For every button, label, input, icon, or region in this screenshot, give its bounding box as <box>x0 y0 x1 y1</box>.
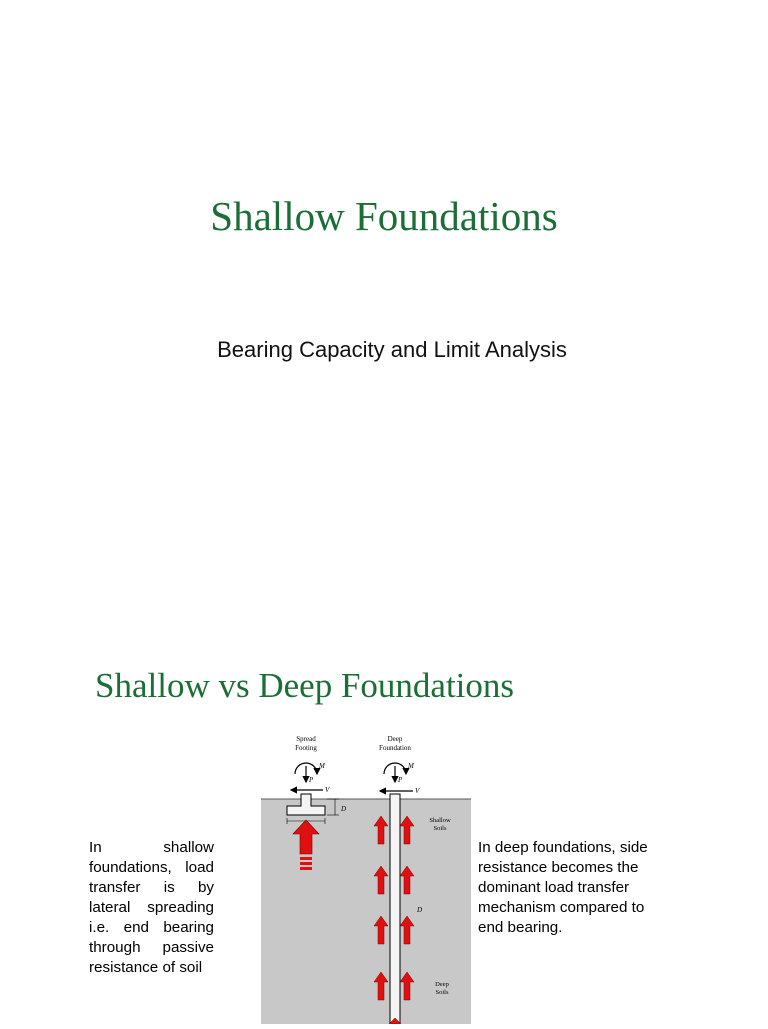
slide-2 <box>0 600 768 1024</box>
deep-foundation-description: In deep foundations, side resistance becomes the dominant load transfer mechanism compared to end bearing. <box>478 839 648 936</box>
depth-label-deep: D <box>417 906 423 914</box>
shallow-soils-label-2: Soils <box>433 825 447 832</box>
slide-1-title: Shallow Foundations <box>210 193 558 239</box>
deep-pile <box>390 794 400 1024</box>
load-label-deep: P <box>398 776 403 784</box>
shallow-foundation-description: In shallow foundations, load transfer is by lateral spreading i.e. end bearing through passive resistance of soil <box>89 839 214 976</box>
shallow-soils-label-1: Shallow <box>429 817 451 824</box>
deep-soils-label-2: Soils <box>435 989 449 996</box>
moment-label-deep: M <box>408 762 414 770</box>
moment-label-spread: M <box>319 762 325 770</box>
shear-label-deep: V <box>415 787 420 795</box>
shear-label-spread: V <box>325 786 330 794</box>
foundation-diagram <box>235 726 471 1024</box>
slide-1-subtitle: Bearing Capacity and Limit Analysis <box>217 337 567 362</box>
deep-soils-label-1: Deep <box>435 981 449 988</box>
deep-foundation-label-2: Foundation <box>379 744 411 752</box>
load-label-spread: P <box>309 776 314 784</box>
spread-footing-label-1: Spread <box>296 735 316 743</box>
slide-2-title: Shallow vs Deep Foundations <box>95 666 515 705</box>
depth-label-spread: D <box>341 805 347 813</box>
spread-footing-label-2: Footing <box>295 744 317 752</box>
deep-foundation-label-1: Deep <box>387 735 403 743</box>
